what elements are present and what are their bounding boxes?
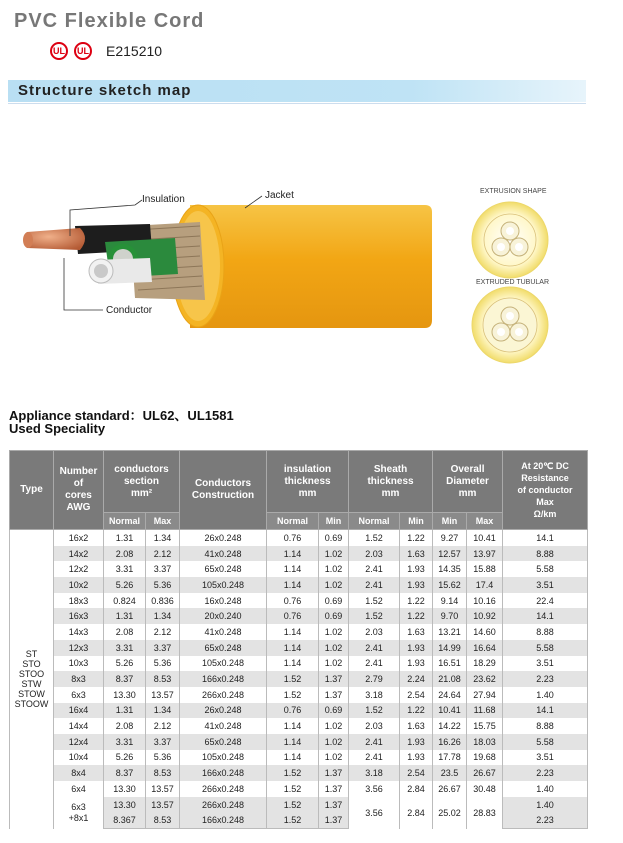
table-cell: 13.57 xyxy=(146,797,180,813)
table-cell: 1.02 xyxy=(319,561,349,577)
table-cell: 5.26 xyxy=(104,656,146,672)
table-cell: 1.34 xyxy=(146,703,180,719)
col-section: conductors section mm² xyxy=(104,451,180,513)
table-cell: 2.12 xyxy=(146,546,180,562)
table-cell: 6x3 xyxy=(54,687,104,703)
table-cell: 2.24 xyxy=(400,671,433,687)
table-cell: 23.62 xyxy=(467,671,503,687)
col-construction: Conductors Construction xyxy=(180,451,267,530)
table-row xyxy=(10,593,588,609)
table-row xyxy=(10,781,588,797)
table-row xyxy=(10,797,588,813)
table-cell: 12x2 xyxy=(54,561,104,577)
table-cell: 16x2 xyxy=(54,530,104,546)
table-cell: 1.63 xyxy=(400,718,433,734)
table-cell: 26x0.248 xyxy=(180,703,267,719)
table-cell: 10.16 xyxy=(467,593,503,609)
table-cell: 2.03 xyxy=(349,718,400,734)
table-row xyxy=(10,546,588,562)
table-cell: 0.69 xyxy=(319,593,349,609)
table-cell: 1.52 xyxy=(349,703,400,719)
table-cell: 3.37 xyxy=(146,640,180,656)
table-cell: 2.54 xyxy=(400,687,433,703)
table-cell: 30.48 xyxy=(467,781,503,797)
table-cell: 1.93 xyxy=(400,750,433,766)
table-cell: 1.37 xyxy=(319,671,349,687)
table-cell: 266x0.248 xyxy=(180,797,267,813)
table-row xyxy=(10,718,588,734)
table-cell: 2.84 xyxy=(400,781,433,797)
table-cell: 41x0.248 xyxy=(180,624,267,640)
table-cell: 2.41 xyxy=(349,734,400,750)
table-cell: 0.69 xyxy=(319,530,349,546)
spec-table xyxy=(9,450,588,829)
sub-min: Min xyxy=(400,513,433,530)
table-cell: 1.52 xyxy=(267,671,319,687)
table-cell: 2.54 xyxy=(400,765,433,781)
table-cell: 10.92 xyxy=(467,608,503,624)
table-cell: 1.14 xyxy=(267,734,319,750)
table-cell: 12x4 xyxy=(54,734,104,750)
table-cell: 20x0.240 xyxy=(180,608,267,624)
cable-structure-diagram xyxy=(0,150,623,370)
table-cell: 8.367 xyxy=(104,812,146,828)
table-cell: 26.67 xyxy=(467,765,503,781)
table-cell: 19.68 xyxy=(467,750,503,766)
table-cell: 14x4 xyxy=(54,718,104,734)
table-cell: 2.41 xyxy=(349,656,400,672)
table-cell: 8.88 xyxy=(503,624,588,640)
table-cell: 24.64 xyxy=(433,687,467,703)
table-cell: 13.21 xyxy=(433,624,467,640)
table-cell: 0.69 xyxy=(319,608,349,624)
table-cell: 10.41 xyxy=(467,530,503,546)
table-cell: 0.76 xyxy=(267,530,319,546)
table-cell: 8.88 xyxy=(503,546,588,562)
table-cell: 1.14 xyxy=(267,656,319,672)
table-cell: 8.53 xyxy=(146,671,180,687)
table-cell: 14.1 xyxy=(503,703,588,719)
table-cell: 27.94 xyxy=(467,687,503,703)
table-cell: 1.37 xyxy=(319,765,349,781)
table-cell: 1.37 xyxy=(319,687,349,703)
table-cell: 0.76 xyxy=(267,703,319,719)
table-cell: 14.1 xyxy=(503,608,588,624)
table-cell: 1.52 xyxy=(349,608,400,624)
table-cell: 2.23 xyxy=(503,671,588,687)
type-cell: ST STO STOO STW STOW STOOW xyxy=(10,530,54,829)
table-row xyxy=(10,734,588,750)
table-row xyxy=(10,624,588,640)
table-cell: 1.31 xyxy=(104,703,146,719)
table-cell: 14x2 xyxy=(54,546,104,562)
table-cell: 1.31 xyxy=(104,530,146,546)
table-cell: 1.37 xyxy=(319,812,349,828)
table-cell: 1.02 xyxy=(319,734,349,750)
table-cell: 0.836 xyxy=(146,593,180,609)
insulation-label: Insulation xyxy=(142,194,185,205)
table-cell: 16.26 xyxy=(433,734,467,750)
table-cell: 1.52 xyxy=(349,530,400,546)
table-cell: 6x4 xyxy=(54,781,104,797)
table-cell: 14x3 xyxy=(54,624,104,640)
table-row xyxy=(10,671,588,687)
table-cell: 5.36 xyxy=(146,750,180,766)
table-cell: 10x3 xyxy=(54,656,104,672)
table-cell: 26x0.248 xyxy=(180,530,267,546)
table-cell: 1.02 xyxy=(319,718,349,734)
table-cell: 1.02 xyxy=(319,656,349,672)
table-cell: 166x0.248 xyxy=(180,671,267,687)
table-cell: 105x0.248 xyxy=(180,656,267,672)
table-row xyxy=(10,703,588,719)
table-cell: 1.52 xyxy=(267,687,319,703)
table-cell: 1.02 xyxy=(319,750,349,766)
table-cell: 3.56 xyxy=(349,781,400,797)
col-diameter: Overall Diameter mm xyxy=(433,451,503,513)
table-cell: 3.37 xyxy=(146,734,180,750)
table-cell: 16.64 xyxy=(467,640,503,656)
table-cell: 6x3 +8x1 xyxy=(54,797,104,829)
table-cell: 0.69 xyxy=(319,703,349,719)
table-cell: 1.93 xyxy=(400,734,433,750)
table-cell: 14.99 xyxy=(433,640,467,656)
table-cell: 13.30 xyxy=(104,781,146,797)
table-cell: 28.83 xyxy=(467,797,503,829)
table-cell: 2.08 xyxy=(104,624,146,640)
table-cell: 1.40 xyxy=(503,687,588,703)
table-cell: 1.52 xyxy=(349,593,400,609)
table-cell: 1.40 xyxy=(503,781,588,797)
table-cell: 2.41 xyxy=(349,750,400,766)
table-cell: 8.53 xyxy=(146,812,180,828)
table-cell: 1.93 xyxy=(400,640,433,656)
table-cell: 105x0.248 xyxy=(180,577,267,593)
table-cell: 5.58 xyxy=(503,561,588,577)
col-sheath: Sheath thickness mm xyxy=(349,451,433,513)
table-cell: 1.14 xyxy=(267,577,319,593)
table-cell: 2.12 xyxy=(146,718,180,734)
table-cell: 10x4 xyxy=(54,750,104,766)
table-cell: 11.68 xyxy=(467,703,503,719)
table-cell: 5.58 xyxy=(503,640,588,656)
table-cell: 2.79 xyxy=(349,671,400,687)
table-cell: 65x0.248 xyxy=(180,734,267,750)
table-cell: 2.41 xyxy=(349,561,400,577)
table-cell: 5.26 xyxy=(104,577,146,593)
table-cell: 3.51 xyxy=(503,656,588,672)
table-row xyxy=(10,656,588,672)
table-cell: 1.37 xyxy=(319,797,349,813)
table-cell: 8.37 xyxy=(104,765,146,781)
table-cell: 17.78 xyxy=(433,750,467,766)
table-cell: 1.22 xyxy=(400,593,433,609)
table-cell: 16x4 xyxy=(54,703,104,719)
sub-min: Min xyxy=(433,513,467,530)
table-cell: 15.62 xyxy=(433,577,467,593)
table-cell: 1.14 xyxy=(267,624,319,640)
table-cell: 1.02 xyxy=(319,577,349,593)
table-cell: 15.75 xyxy=(467,718,503,734)
table-cell: 18.29 xyxy=(467,656,503,672)
col-resistance: At 20℃ DC Resistance of conductor Max Ω/km xyxy=(503,451,588,530)
table-row xyxy=(10,640,588,656)
certificate-number: E215210 xyxy=(106,43,163,59)
table-cell: 8x3 xyxy=(54,671,104,687)
table-cell: 166x0.248 xyxy=(180,765,267,781)
table-cell: 16x3 xyxy=(54,608,104,624)
jacket-label: Jacket xyxy=(265,190,294,201)
table-cell: 1.34 xyxy=(146,608,180,624)
table-cell: 3.18 xyxy=(349,765,400,781)
table-cell: 14.22 xyxy=(433,718,467,734)
col-number-cores: Number of cores AWG xyxy=(54,451,104,530)
table-cell: 266x0.248 xyxy=(180,781,267,797)
table-cell: 3.18 xyxy=(349,687,400,703)
table-cell: 1.52 xyxy=(267,797,319,813)
table-cell: 13.57 xyxy=(146,687,180,703)
table-cell: 12.57 xyxy=(433,546,467,562)
table-row xyxy=(10,687,588,703)
table-cell: 3.31 xyxy=(104,640,146,656)
table-cell: 9.27 xyxy=(433,530,467,546)
sub-min: Min xyxy=(319,513,349,530)
col-type: Type xyxy=(10,451,54,530)
table-cell: 10x2 xyxy=(54,577,104,593)
table-cell: 105x0.248 xyxy=(180,750,267,766)
table-cell: 14.35 xyxy=(433,561,467,577)
sub-normal: Normal xyxy=(104,513,146,530)
table-cell: 0.824 xyxy=(104,593,146,609)
table-cell: 65x0.248 xyxy=(180,640,267,656)
table-cell: 23.5 xyxy=(433,765,467,781)
table-cell: 21.08 xyxy=(433,671,467,687)
table-cell: 8.88 xyxy=(503,718,588,734)
table-cell: 1.02 xyxy=(319,640,349,656)
table-cell: 8.37 xyxy=(104,671,146,687)
table-cell: 266x0.248 xyxy=(180,687,267,703)
table-cell: 1.14 xyxy=(267,750,319,766)
col-insulation: insulation thickness mm xyxy=(267,451,349,513)
table-row xyxy=(10,577,588,593)
cul-logo-icon: UL xyxy=(74,42,92,60)
table-cell: 1.93 xyxy=(400,656,433,672)
divider xyxy=(8,103,586,104)
table-cell: 8.53 xyxy=(146,765,180,781)
page-title: PVC Flexible Cord xyxy=(14,10,205,32)
table-cell: 3.51 xyxy=(503,577,588,593)
table-cell: 1.52 xyxy=(267,812,319,828)
table-cell: 1.22 xyxy=(400,608,433,624)
table-cell: 5.36 xyxy=(146,656,180,672)
copper-conductor xyxy=(25,228,86,250)
table-cell: 41x0.248 xyxy=(180,718,267,734)
extruded-tubular-label: EXTRUDED TUBULAR xyxy=(476,279,549,286)
table-cell: 1.14 xyxy=(267,718,319,734)
section-band xyxy=(8,80,586,102)
table-row xyxy=(10,530,588,546)
table-cell: 2.08 xyxy=(104,546,146,562)
table-row xyxy=(10,608,588,624)
table-cell: 13.30 xyxy=(104,687,146,703)
table-row xyxy=(10,750,588,766)
table-cell: 2.08 xyxy=(104,718,146,734)
table-cell: 1.63 xyxy=(400,624,433,640)
jacket-body xyxy=(190,205,432,328)
table-cell: 5.36 xyxy=(146,577,180,593)
table-cell: 13.57 xyxy=(146,781,180,797)
table-cell: 1.37 xyxy=(319,781,349,797)
table-cell: 1.52 xyxy=(267,765,319,781)
table-cell: 1.31 xyxy=(104,608,146,624)
table-cell: 1.93 xyxy=(400,577,433,593)
table-cell: 3.31 xyxy=(104,561,146,577)
table-cell: 1.34 xyxy=(146,530,180,546)
table-cell: 25.02 xyxy=(433,797,467,829)
section-title: Structure sketch map xyxy=(18,82,192,99)
table-cell: 26.67 xyxy=(433,781,467,797)
table-cell: 3.51 xyxy=(503,750,588,766)
table-cell: 12x3 xyxy=(54,640,104,656)
sub-max: Max xyxy=(146,513,180,530)
sub-normal: Normal xyxy=(349,513,400,530)
table-cell: 166x0.248 xyxy=(180,812,267,828)
table-cell: 1.93 xyxy=(400,561,433,577)
table-cell: 18x3 xyxy=(54,593,104,609)
used-speciality: Used Speciality xyxy=(9,421,106,436)
table-cell: 1.22 xyxy=(400,703,433,719)
table-row xyxy=(10,765,588,781)
table-cell: 18.03 xyxy=(467,734,503,750)
table-cell: 0.76 xyxy=(267,608,319,624)
table-cell: 3.31 xyxy=(104,734,146,750)
table-row xyxy=(10,561,588,577)
extrusion-shape-label: EXTRUSION SHAPE xyxy=(480,188,547,195)
table-cell: 1.40 xyxy=(503,797,588,813)
table-cell: 13.30 xyxy=(104,797,146,813)
table-cell: 2.84 xyxy=(400,797,433,829)
table-cell: 17.4 xyxy=(467,577,503,593)
table-cell: 14.1 xyxy=(503,530,588,546)
table-cell: 2.03 xyxy=(349,546,400,562)
table-cell: 1.52 xyxy=(267,781,319,797)
appliance-standard: Appliance standard：UL62、UL1581 xyxy=(9,408,234,423)
table-cell: 1.14 xyxy=(267,561,319,577)
table-cell: 1.22 xyxy=(400,530,433,546)
table-cell: 1.14 xyxy=(267,546,319,562)
table-cell: 9.70 xyxy=(433,608,467,624)
ul-logo-icon: UL xyxy=(50,42,68,60)
table-cell: 2.23 xyxy=(503,765,588,781)
table-cell: 2.41 xyxy=(349,577,400,593)
sub-max: Max xyxy=(467,513,503,530)
table-cell: 13.97 xyxy=(467,546,503,562)
table-cell: 1.63 xyxy=(400,546,433,562)
table-cell: 10.41 xyxy=(433,703,467,719)
table-cell: 1.02 xyxy=(319,624,349,640)
table-cell: 5.26 xyxy=(104,750,146,766)
table-cell: 2.12 xyxy=(146,624,180,640)
table-cell: 8x4 xyxy=(54,765,104,781)
table-cell: 2.03 xyxy=(349,624,400,640)
table-cell: 41x0.248 xyxy=(180,546,267,562)
table-cell: 0.76 xyxy=(267,593,319,609)
table-cell: 1.02 xyxy=(319,546,349,562)
table-cell: 3.56 xyxy=(349,797,400,829)
table-cell: 22.4 xyxy=(503,593,588,609)
table-cell: 15.88 xyxy=(467,561,503,577)
table-cell: 65x0.248 xyxy=(180,561,267,577)
table-cell: 16x0.248 xyxy=(180,593,267,609)
table-cell: 5.58 xyxy=(503,734,588,750)
table-cell: 2.23 xyxy=(503,812,588,828)
certification-row xyxy=(50,40,162,62)
table-cell: 3.37 xyxy=(146,561,180,577)
sub-normal: Normal xyxy=(267,513,319,530)
table-cell: 16.51 xyxy=(433,656,467,672)
table-cell: 14.60 xyxy=(467,624,503,640)
table-cell: 1.14 xyxy=(267,640,319,656)
table-cell: 2.41 xyxy=(349,640,400,656)
conductor-label: Conductor xyxy=(106,305,153,316)
table-cell: 9.14 xyxy=(433,593,467,609)
